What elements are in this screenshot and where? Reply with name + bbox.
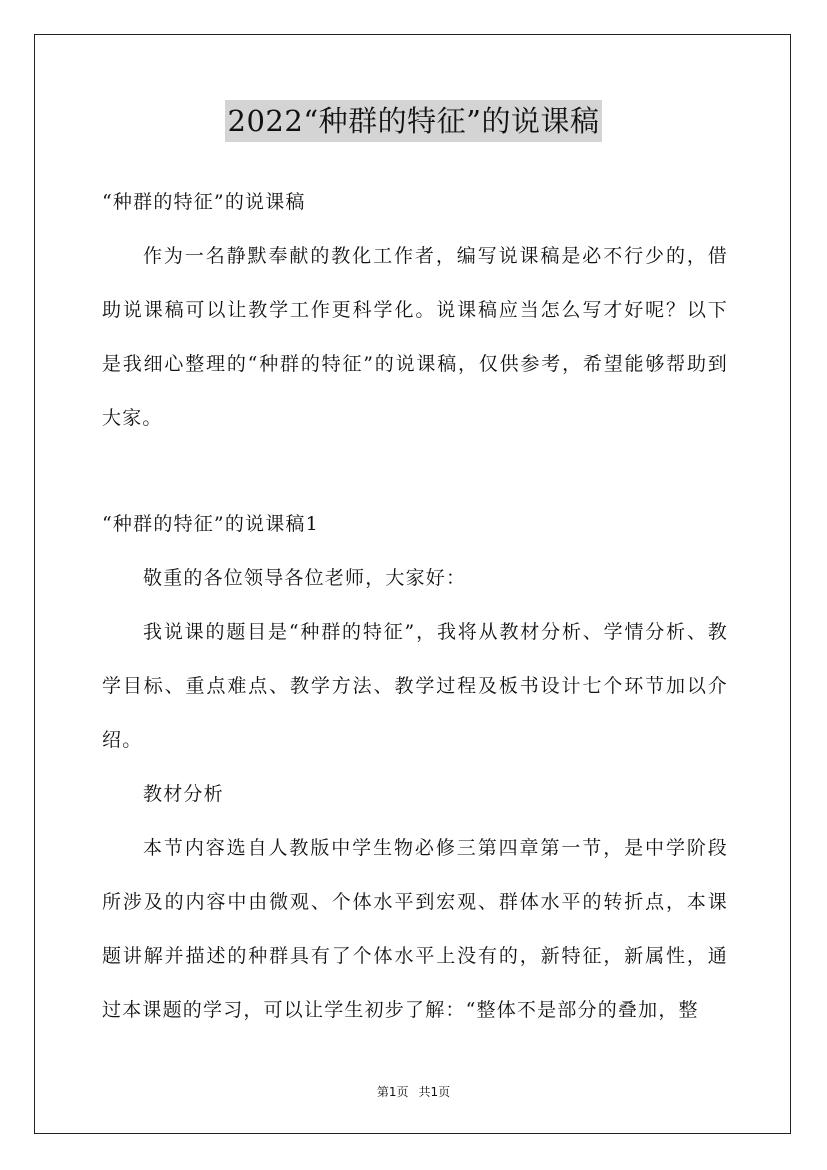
section-heading: “种群的特征”的说课稿 bbox=[102, 191, 306, 213]
intro-paragraph: 作为一名静默奉献的教化工作者，编写说课稿是必不行少的，借助说课稿可以让教学工作更科学化。说课稿应当怎么写才好呢？以下是我细心整理的“种群的特征”的说课稿，仅供参考，希望能够帮助到大家。 bbox=[102, 245, 728, 429]
greeting-paragraph: 敬重的各位领导各位老师，大家好： bbox=[143, 567, 467, 589]
title-container bbox=[0, 100, 827, 142]
page-total: 共1页 bbox=[418, 1085, 451, 1099]
document-body bbox=[102, 175, 728, 1037]
subsection-heading: “种群的特征”的说课稿1 bbox=[102, 513, 319, 535]
analysis-paragraph: 本节内容选自人教版中学生物必修三第四章第一节，是中学阶段所涉及的内容中由微观、个体水平到宏观、群体水平的转折点，本课题讲解并描述的种群具有了个体水平上没有的，新特征，新属性，通过本课题的学习，可以让学生初步了解：“整体不是部分的叠加，整 bbox=[102, 837, 728, 1021]
subheading-textbook-analysis: 教材分析 bbox=[143, 783, 224, 805]
page-footer bbox=[0, 1083, 827, 1100]
overview-paragraph: 我说课的题目是“种群的特征”，我将从教材分析、学情分析、教学目标、重点难点、教学方法、教学过程及板书设计七个环节加以介绍。 bbox=[102, 621, 728, 751]
spacer bbox=[102, 445, 728, 497]
document-title: 2022“种群的特征”的说课稿 bbox=[225, 100, 603, 142]
page-number: 第1页 bbox=[376, 1085, 409, 1099]
